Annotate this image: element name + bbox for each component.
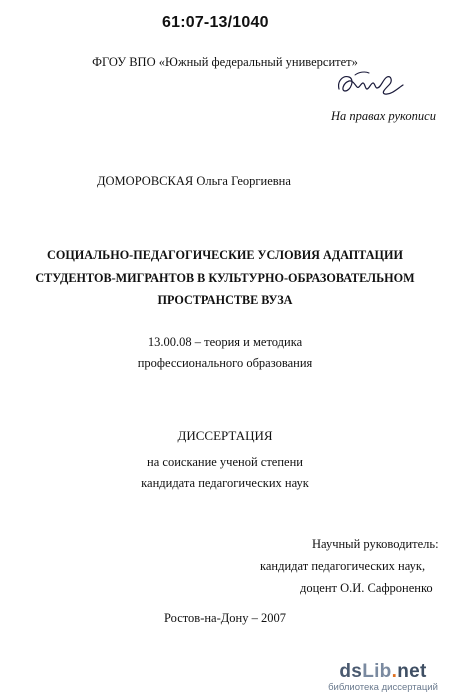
dslib-subtitle: библиотека диссертаций [328,682,438,693]
specialty-line: 13.00.08 – теория и методика [147,335,303,349]
title-line: СОЦИАЛЬНО-ПЕДАГОГИЧЕСКИЕ УСЛОВИЯ АДАПТАЦИИ [47,248,403,262]
specialty [0,332,450,374]
degree-line: кандидата педагогических наук [141,476,309,490]
handwritten-signature [335,67,407,99]
degree-line: на соискание ученой степени [147,455,303,469]
title-line: ПРОСТРАНСТВЕ ВУЗА [157,293,293,307]
supervisor-block [260,533,440,599]
institution-name: ФГОУ ВПО «Южный федеральный университет» [92,55,358,69]
dslib-logo: dsLib.net [339,661,427,682]
author-name: ДОМОРОВСКАЯ Ольга Георгиевна [97,174,291,188]
supervisor-degree: кандидат педагогических наук, [260,559,426,573]
document-type: ДИССЕРТАЦИЯ [177,428,273,443]
rights-note: На правах рукописи [331,109,436,123]
archive-code: 61:07-13/1040 [162,14,269,31]
dslib-watermark[interactable] [324,662,442,693]
degree-sought [0,452,450,494]
supervisor-label: Научный руководитель: [312,537,439,551]
dissertation-title [0,244,450,312]
place-and-year: Ростов-на-Дону – 2007 [164,611,286,625]
title-line: СТУДЕНТОВ-МИГРАНТОВ В КУЛЬТУРНО-ОБРАЗОВАТЕЛЬНОМ [35,270,415,285]
specialty-line: профессионального образования [137,356,313,370]
supervisor-name: доцент О.И. Сафроненко [300,581,433,595]
